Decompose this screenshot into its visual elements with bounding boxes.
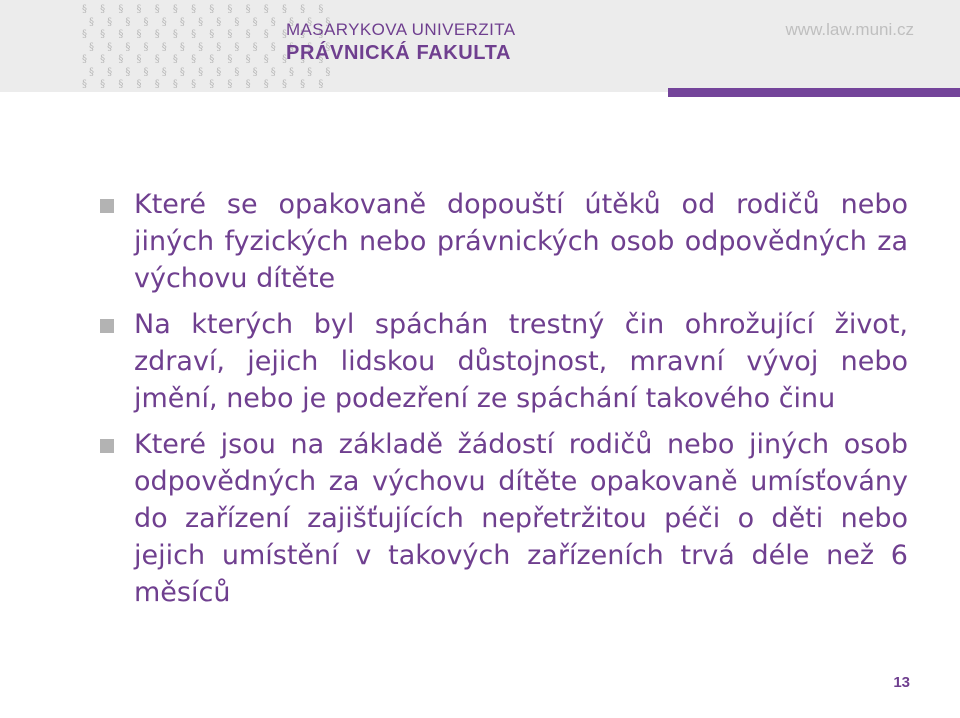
bullet-square-icon — [100, 439, 114, 453]
pattern-row: § § § § § § § § § § § § § § — [89, 41, 336, 53]
pattern-row: § § § § § § § § § § § § § § — [82, 79, 329, 90]
faculty-name: PRÁVNICKÁ FAKULTA — [286, 42, 512, 64]
bullet-square-icon — [100, 319, 114, 333]
website-url: www.law.muni.cz — [785, 20, 914, 39]
bullet-list — [96, 186, 908, 620]
pattern-row: § § § § § § § § § § § § § § — [89, 16, 336, 28]
bullet-text: Které jsou na základě žádostí rodičů nebo jiných osob odpovědných za výchovu dítěte opakovaně umísťovány do zařízení zajišťujících nepřetržitou péči o děti nebo jejich umístění v takových zařízeních trvá déle než 6 měsíců — [134, 429, 908, 608]
paragraph-sign-pattern — [82, 0, 336, 92]
bullet-square-icon — [100, 199, 114, 213]
bullet-item-1 — [96, 186, 908, 297]
bullet-item-2 — [96, 306, 908, 417]
pattern-row: § § § § § § § § § § § § § § — [82, 4, 329, 15]
bullet-item-3 — [96, 426, 908, 611]
header-band — [0, 0, 960, 92]
page-number: 13 — [893, 674, 910, 691]
pattern-row: § § § § § § § § § § § § § § — [82, 54, 329, 65]
bullet-text: Na kterých byl spáchán trestný čin ohrožující život, zdraví, jejich lidskou důstojnost, mravní vývoj nebo jmění, nebo je podezření ze spáchání takového činu — [134, 309, 908, 414]
pattern-row: § § § § § § § § § § § § § § — [89, 66, 336, 78]
bullet-text: Které se opakovaně dopouští útěků od rodičů nebo jiných fyzických nebo právnických osob odpovědných za výchovu dítěte — [134, 189, 908, 294]
pattern-row: § § § § § § § § § § § § § § — [82, 29, 329, 40]
accent-strip — [668, 88, 960, 97]
university-name: MASARYKOVA UNIVERZITA — [286, 20, 516, 39]
